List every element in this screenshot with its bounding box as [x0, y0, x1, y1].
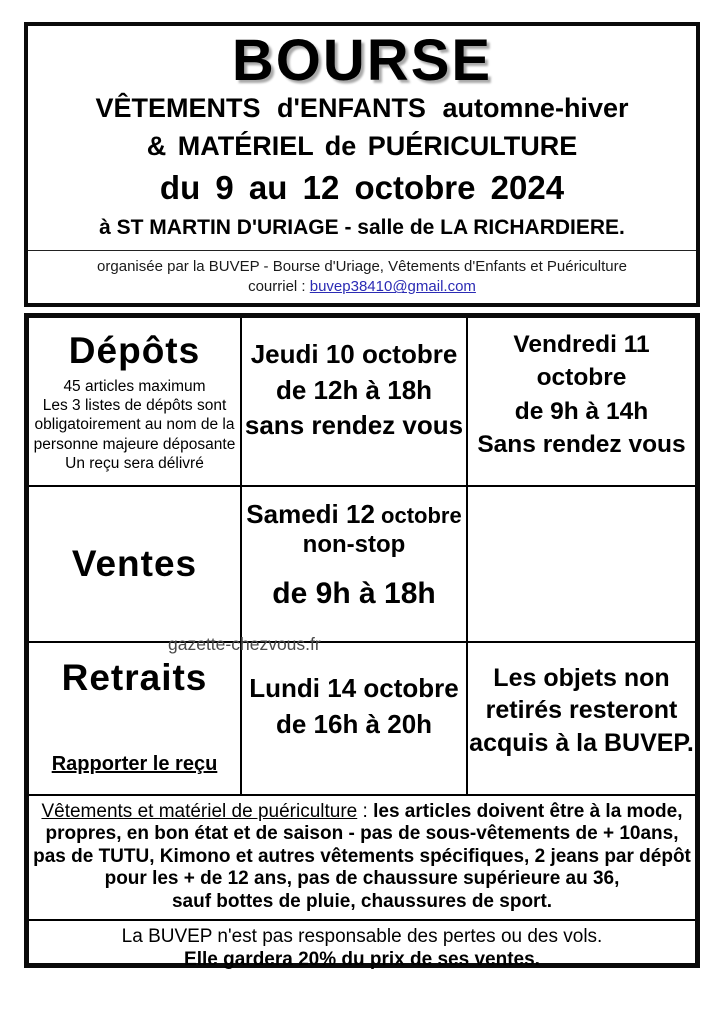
cell-ventes-samedi: [242, 487, 468, 641]
schedule-table: [24, 313, 700, 968]
rules-line-1: Vêtements et matériel de puériculture : les articles doivent être à la mode,: [41, 801, 683, 822]
row-retraits: [29, 643, 695, 796]
event-subtitle-material: & MATÉRIEL de PUÉRICULTURE: [146, 131, 578, 162]
rules-line-4: pour les + de 12 ans, pas de chaussure supérieure au 36,: [104, 868, 620, 890]
samedi-hours: de 9h à 18h: [272, 577, 436, 610]
event-location: à ST MARTIN D'URIAGE - salle de LA RICHARDIERE.: [99, 216, 625, 240]
cell-depots-jeudi: Jeudi 10 octobre de 12h à 18h sans rendez vous: [242, 318, 468, 485]
event-header-box: [24, 22, 700, 307]
cell-retraits-warning: Les objets non retirés resteront acquis à la BUVEP.: [469, 663, 694, 757]
event-dates: du 9 au 12 octobre 2024: [159, 169, 565, 207]
organizer-line: organisée par la BUVEP - Bourse d'Uriage, Vêtements d'Enfants et Puériculture: [97, 258, 627, 276]
liability-line-1: La BUVEP n'est pas responsable des pertes ou des vols.: [121, 926, 603, 948]
email-link[interactable]: buvep38410@gmail.com: [309, 278, 476, 296]
cell-ventes-empty: [468, 487, 695, 641]
retraits-title: Retraits: [61, 657, 208, 698]
email-line: [28, 278, 696, 295]
depots-notes: 45 articles maximum Les 3 listes de dépôts sont obligatoirement au nom de la personne majeure déposante Un reçu sera délivré: [33, 378, 236, 472]
event-subtitle-clothing: VÊTEMENTS d'ENFANTS automne-hiver: [95, 93, 629, 124]
watermark: gazette-chezvous.fr: [168, 634, 321, 654]
cell-retraits-lundi: Lundi 14 octobre de 16h à 20h: [242, 643, 468, 794]
cell-retraits-label: [29, 643, 242, 794]
rules-line-3: pas de TUTU, Kimono et autres vêtements spécifiques, 2 jeans par dépôt: [33, 845, 691, 867]
ventes-title: Ventes: [71, 543, 198, 584]
event-title: BOURSE: [231, 28, 493, 93]
email-label: courriel :: [248, 278, 310, 296]
retraits-receipt-note: Rapporter le reçu: [51, 753, 218, 775]
row-depots: [29, 318, 695, 487]
samedi-nonstop: non-stop: [302, 531, 406, 558]
cell-ventes-label: [29, 487, 242, 641]
samedi-date-line: Samedi 12 octobre: [246, 499, 462, 529]
header-divider: [28, 250, 696, 251]
cell-depots-vendredi: Vendredi 11 octobre de 9h à 14h Sans rendez vous: [477, 330, 686, 458]
cell-depots-label: [29, 318, 242, 485]
rules-line-5: sauf bottes de pluie, chaussures de sport.: [171, 890, 553, 912]
rules-section: [29, 796, 695, 921]
liability-note: [29, 921, 695, 972]
rules-line-2: propres, en bon état et de saison - pas de sous-vêtements de + 10ans,: [45, 823, 679, 845]
depots-title: Dépôts: [68, 330, 201, 371]
commission-line: Elle gardera 20% du prix de ses ventes.: [184, 948, 540, 970]
row-ventes: [29, 487, 695, 643]
